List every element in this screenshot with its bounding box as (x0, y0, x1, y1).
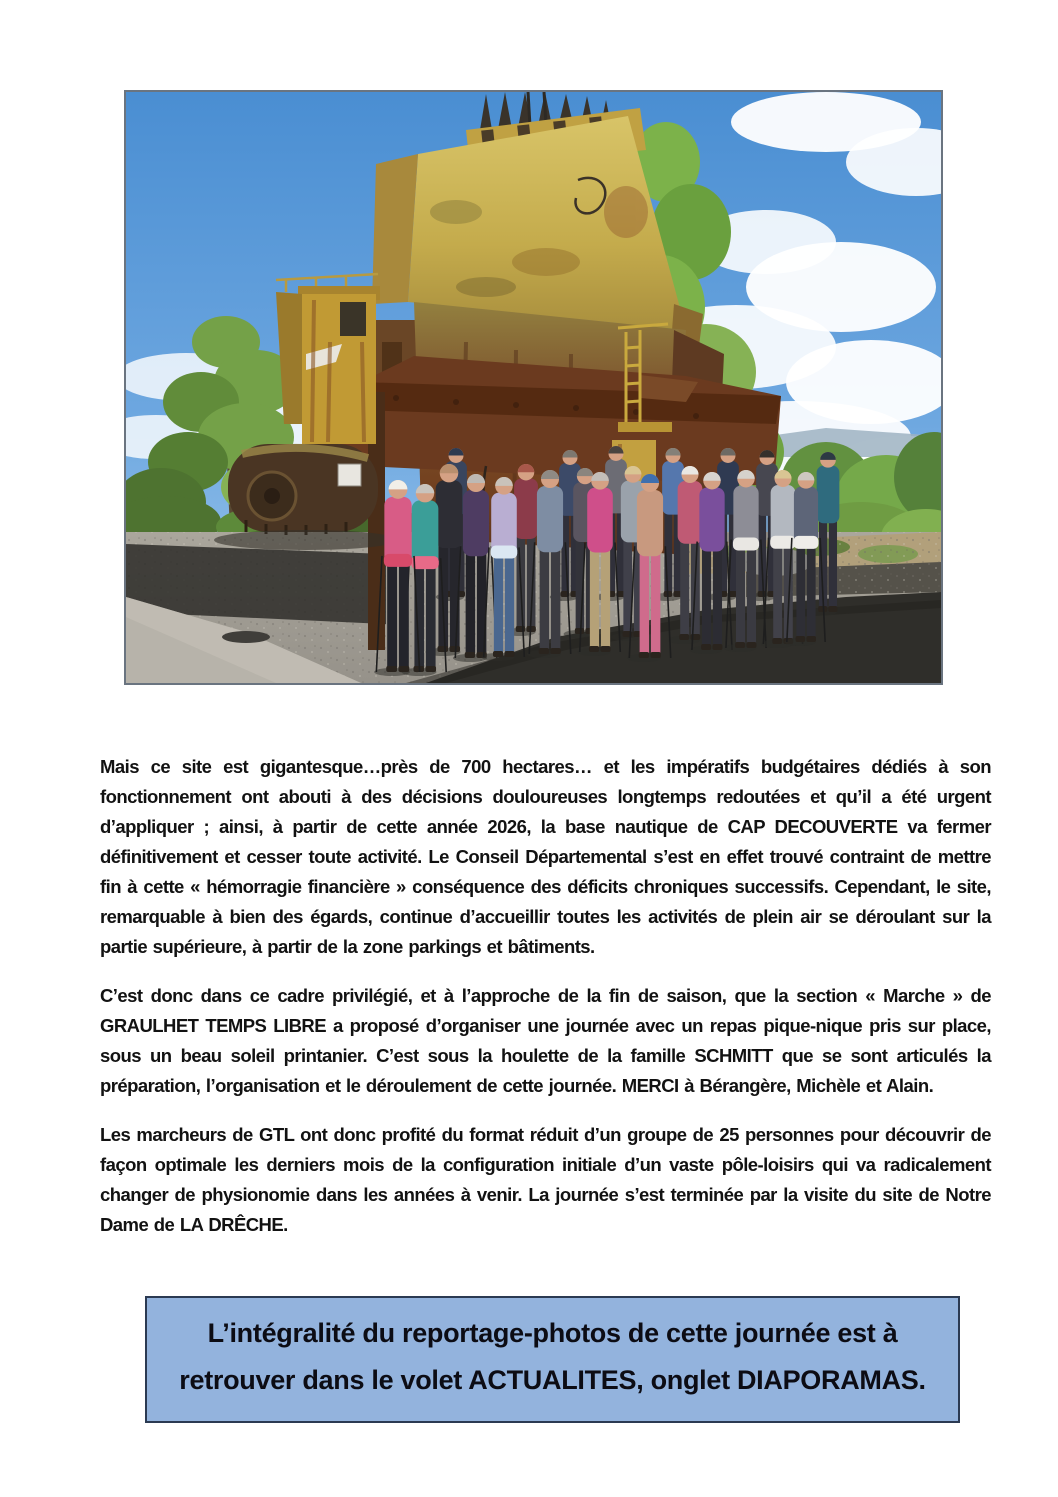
paragraph-cadre-privilegie: C’est donc dans ce cadre privilégié, et à l’approche de la fin de saison, que la section « Marche » de GRAULHET TEMPS LIBRE a proposé d’organiser une journée avec un repas pique-nique pris sur place, sous un beau soleil printanier. C’est sous la houlette de la famille SCHMITT que se sont articulés la préparation, l’organisation et le déroulement de cette journée. MERCI à Bérangère, Michèle et Alain. (100, 985, 991, 1096)
machine-sign (338, 464, 361, 486)
notice-line-1: L’intégralité du reportage-photos de cette journée est à (207, 1318, 898, 1348)
paragraph-site-gigantesque: Mais ce site est gigantesque…près de 700 hectares… et les impératifs budgétaires dédiés à son fonctionnement ont abouti à des décisions douloureuses longtemps redoutées et qu’il a été urgent d’appliquer ; ainsi, à partir de cette année 2026, la base nautique de CAP DECOUVERTE va fermer définitivement et cesser toute activité. Le Conseil Départemental s’est en effet trouvé contraint de mettre fin à cette « hémorragie financière » conséquence des déficits chroniques successifs. Cependant, le site, remarquable à bien des égards, continue d’accueillir toutes les activités de plein air se déroulant sur la partie supérieure, à partir de la zone parkings et bâtiments. (100, 756, 991, 957)
group-photo-illustration (126, 92, 941, 683)
hikers-group (374, 446, 839, 676)
paragraph-marcheurs-gtl: Les marcheurs de GTL ont donc profité du format réduit d’un groupe de 25 personnes pour découvrir de façon optimale les derniers mois de la configuration initiale d’un vaste pôle-loisirs qui va radicalement changer de physionomie dans les années à venir. La journée s’est terminée par la visite du site de Notre Dame de LA DRÊCHE. (100, 1124, 991, 1235)
notice-text (147, 1298, 958, 1404)
article-body (100, 752, 991, 1259)
cab-mast (276, 274, 380, 444)
notice-box (145, 1296, 960, 1423)
photo-frame (124, 90, 943, 685)
notice-line-2: retrouver dans le volet ACTUALITES, onglet DIAPORAMAS. (179, 1365, 926, 1395)
